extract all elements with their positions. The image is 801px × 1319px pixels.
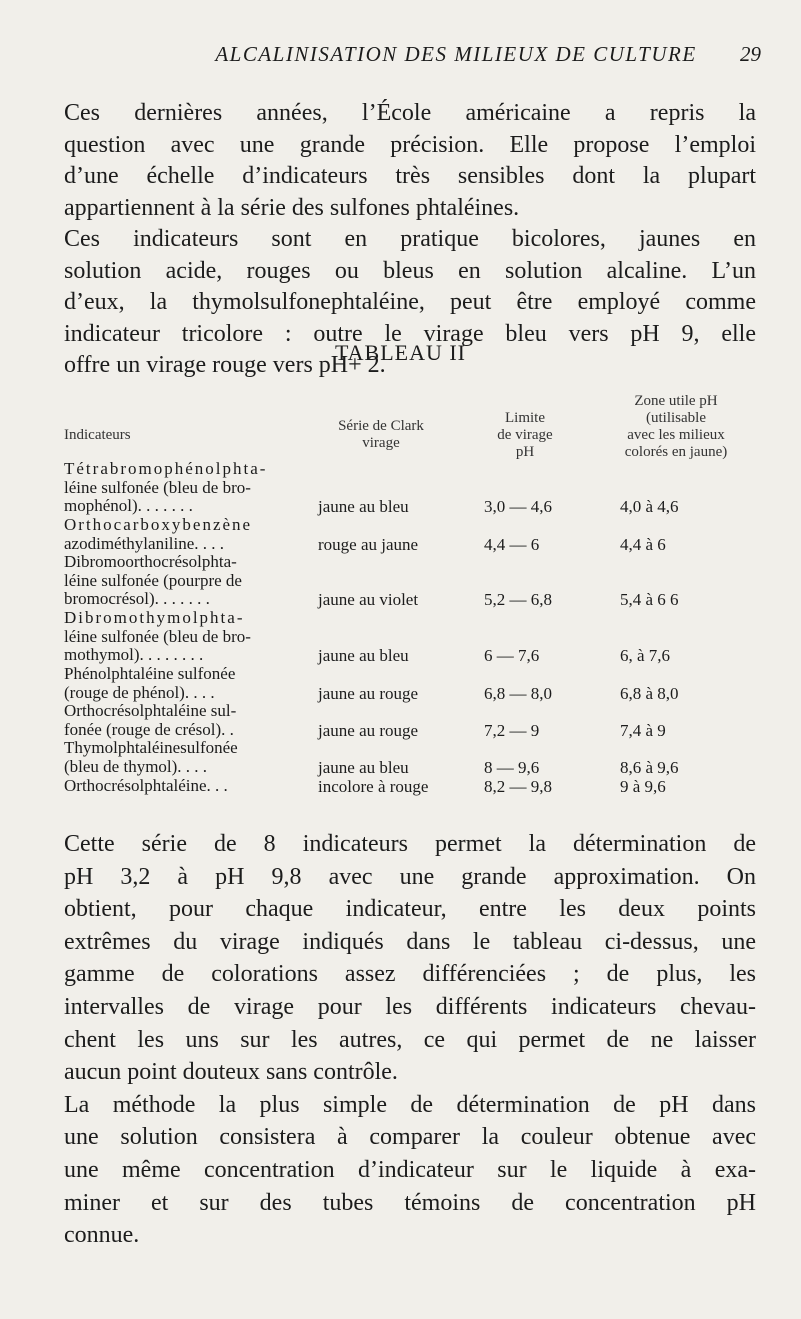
virage-cell: jaune au bleu [318, 646, 409, 665]
header-limit [470, 410, 580, 461]
indicator-name [64, 609, 310, 665]
text-line: d’eux, la thymolsulfonephtaléine, peut être employé comme [64, 289, 756, 315]
zone-cell: 8,6 à 9,6 [620, 758, 679, 777]
text-line: La méthode la plus simple de détermination de pH dans [64, 1091, 756, 1118]
paragraph-intro [64, 98, 756, 382]
zone-cell: 4,4 à 6 [620, 535, 666, 554]
indicator-line: Tétrabromophénolphta- [64, 459, 268, 478]
header-line: de virage [497, 427, 553, 443]
zone-cell: 7,4 à 9 [620, 721, 666, 740]
header-clark-series [306, 418, 456, 452]
zone-cell: 5,4 à 6 6 [620, 590, 679, 609]
limit-cell: 4,4 — 6 [484, 535, 540, 554]
virage-cell: jaune au bleu [318, 497, 409, 516]
indicator-name [64, 702, 310, 739]
indicator-line: léine sulfonée (bleu de bro- [64, 477, 251, 497]
header-line: Limite [505, 410, 545, 426]
header-line: virage [362, 435, 400, 451]
indicator-line: fonée (rouge de crésol). . [64, 719, 234, 739]
indicator-name [64, 777, 310, 796]
header-line: pH [515, 444, 535, 460]
paragraph-conclusion [64, 828, 756, 1252]
limit-cell: 6 — 7,6 [484, 646, 540, 665]
limit-cell: 7,2 — 9 [484, 721, 540, 740]
indicator-name [64, 665, 310, 702]
text-line: une solution consistera à comparer la couleur obtenue avec [64, 1124, 756, 1151]
page-number: 29 [740, 42, 761, 66]
indicator-name [64, 739, 310, 776]
limit-cell: 3,0 — 4,6 [484, 497, 552, 516]
text-line: gamme de colorations assez différenciées ; de plus, les [64, 961, 756, 988]
text-line: Ces dernières années, l’École américaine a repris la [64, 100, 756, 126]
indicator-name [64, 460, 310, 516]
zone-cell: 6, à 7,6 [620, 646, 671, 665]
text-line: extrêmes du virage indiqués dans le tableau ci-dessus, une [64, 928, 756, 955]
indicator-line: Orthocarboxybenzène [64, 515, 253, 534]
virage-cell: incolore à rouge [318, 777, 429, 796]
virage-cell: jaune au bleu [318, 758, 409, 777]
text-line: intervalles de virage pour les différents indicateurs chevau- [64, 993, 756, 1020]
header-indicators: Indicateurs [64, 427, 131, 443]
text-line: d’une échelle d’indicateurs très sensibles dont la plupart [64, 163, 756, 189]
indicator-line: Orthocrésolphtaléine sul- [64, 701, 237, 720]
limit-cell: 5,2 — 6,8 [484, 590, 552, 609]
virage-cell: jaune au rouge [318, 721, 419, 740]
indicator-line: Dibromoorthocrésolphta- [64, 552, 237, 571]
indicator-line: mothymol). . . . . . . . [64, 645, 204, 664]
indicator-line: azodiméthylaniline. . . . [64, 533, 225, 553]
indicator-line: Phénolphtaléine sulfonée [64, 664, 236, 683]
zone-cell: 4,0 à 4,6 [620, 497, 679, 516]
text-line: aucun point douteux sans contrôle. [64, 1059, 398, 1086]
text-line: indicateur tricolore : outre le virage bleu vers pH 9, elle [64, 320, 756, 347]
limit-cell: 6,8 — 8,0 [484, 684, 552, 703]
text-line: offre un virage rouge vers pH+ 2. [64, 352, 386, 378]
text-line: pH 3,2 à pH 9,8 avec une grande approximation. On [64, 863, 756, 890]
header-line: Série de Clark [338, 418, 424, 434]
indicator-line: (bleu de thymol). . . . [64, 756, 208, 776]
virage-cell: jaune au rouge [318, 684, 419, 703]
header-line: (utilisable [646, 410, 706, 426]
indicator-line: mophénol). . . . . . . [64, 496, 193, 515]
indicator-line: (rouge de phénol). . . . [64, 682, 215, 702]
text-line: miner et sur des tubes témoins de concentration pH [64, 1189, 756, 1216]
virage-cell: rouge au jaune [318, 535, 419, 554]
header-line: Zone utile pH [634, 393, 718, 409]
indicator-line: léine sulfonée (bleu de bro- [64, 626, 251, 646]
indicator-line: Dibromothymolphta- [64, 608, 245, 627]
limit-cell: 8,2 — 9,8 [484, 777, 552, 796]
header-line: colorés en jaune) [624, 444, 728, 460]
limit-cell: 8 — 9,6 [484, 758, 540, 777]
indicator-name [64, 553, 310, 609]
text-line: appartiennent à la série des sulfones phtaléines. [64, 194, 520, 221]
header-zone [586, 393, 766, 461]
indicator-name [64, 516, 310, 553]
text-line: connue. [64, 1222, 140, 1249]
running-header [0, 42, 801, 72]
text-line: solution acide, rouges ou bleus en solution alcaline. L’un [64, 257, 756, 284]
zone-cell: 9 à 9,6 [620, 777, 666, 796]
indicator-line: Thymolphtaléinesulfonée [64, 738, 238, 757]
text-line: question avec une grande précision. Elle propose l’emploi [64, 131, 756, 158]
text-line: Ces indicateurs sont en pratique bicolores, jaunes en [64, 226, 756, 252]
header-line: avec les milieux [627, 427, 725, 443]
text-line: Cette série de 8 indicateurs permet la détermination de [64, 831, 756, 857]
zone-cell: 6,8 à 8,0 [620, 684, 679, 703]
text-line: chent les uns sur les autres, ce qui permet de ne laisser [64, 1026, 756, 1053]
indicator-line: Orthocrésolphtaléine. . . [64, 776, 228, 795]
virage-cell: jaune au violet [318, 590, 419, 609]
text-line: obtient, pour chaque indicateur, entre les deux points [64, 896, 756, 923]
running-title: ALCALINISATION DES MILIEUX DE CULTURE [215, 42, 697, 66]
indicator-line: léine sulfonée (pourpre de [64, 570, 242, 590]
text-line: une même concentration d’indicateur sur le liquide à exa- [64, 1156, 756, 1183]
indicator-line: bromocrésol). . . . . . . [64, 589, 210, 608]
table-title: TABLEAU II [334, 340, 467, 365]
